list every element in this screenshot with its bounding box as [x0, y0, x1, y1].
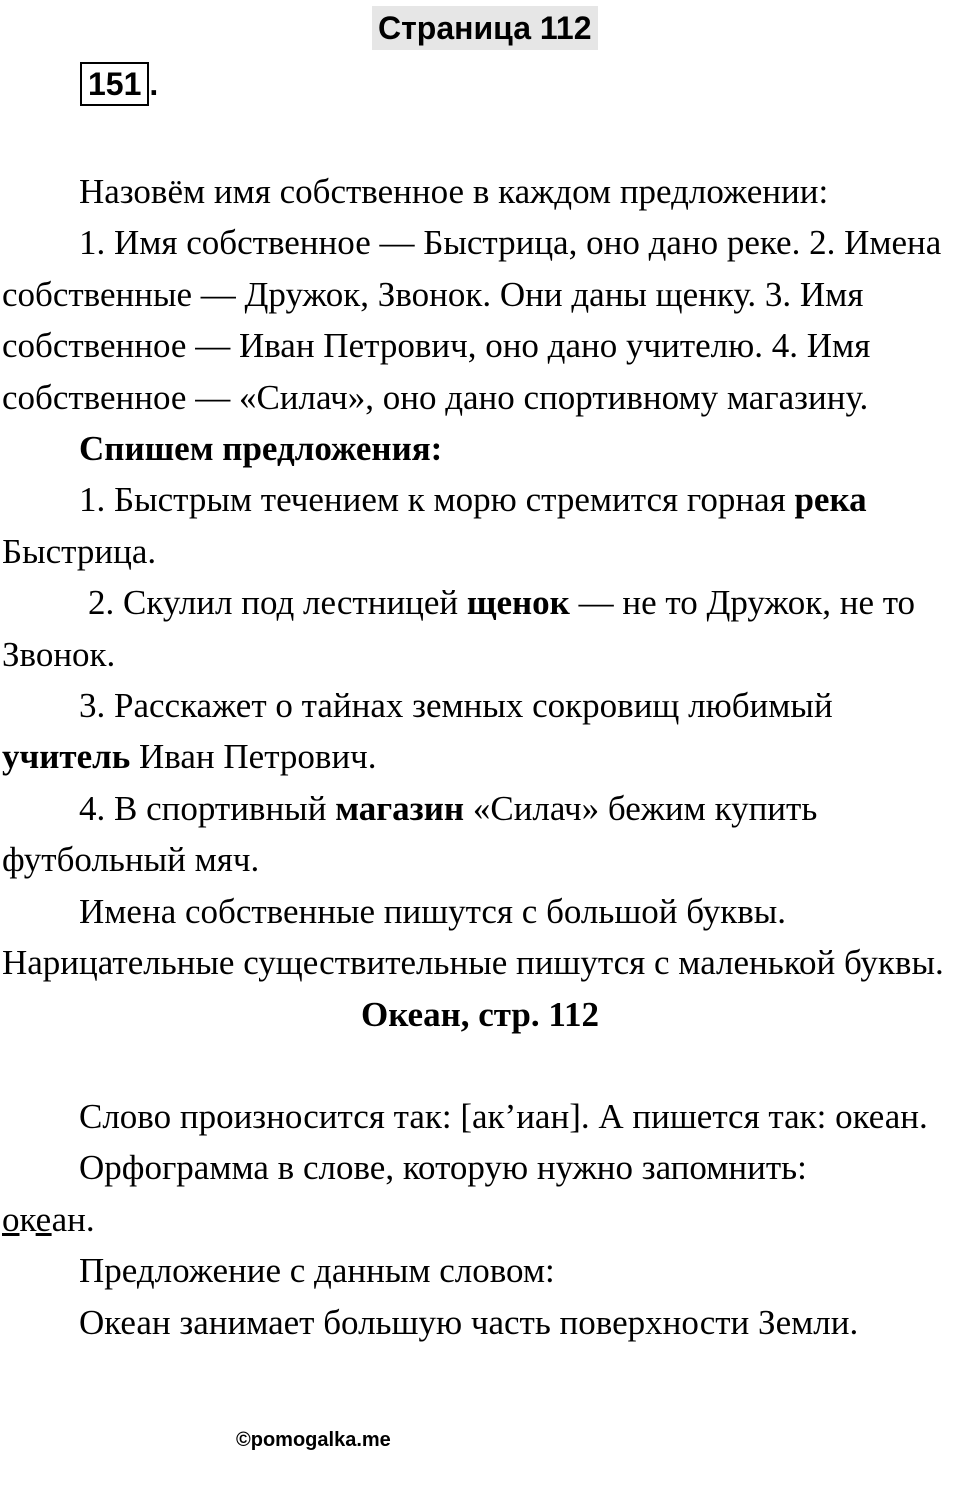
orthogram-underlined-1: о: [2, 1199, 20, 1239]
watermark: ©pomogalka.me: [236, 1429, 391, 1451]
sentence-2: [2, 577, 958, 680]
sentence-1: [2, 474, 958, 577]
section-title-copy: [2, 423, 958, 474]
spacer: [2, 1040, 958, 1091]
sentence-2-post: — не то Дружок, не то Звонок.: [2, 583, 916, 674]
task-number-suffix: .: [149, 66, 159, 102]
sentence-4-post: «Силач» бежим купить футбольный мяч.: [2, 788, 818, 880]
sentence-1-post: Быстрица.: [2, 531, 157, 571]
page-title: Страница 112: [372, 6, 598, 50]
sentence-4-bold: магазин: [335, 788, 465, 828]
rule-common-nouns: Нарицательные существительные пишутся с маленькой буквы.: [2, 943, 944, 983]
example-sentence: Океан занимает большую часть поверхности Земли.: [79, 1302, 859, 1342]
section-title-copy-text: Спишем предложения:: [79, 429, 443, 469]
sentence-2-pre: 2. Скулил под лестницей: [88, 583, 467, 623]
task-number-box: 151: [80, 62, 149, 106]
sentence-3-bold: учитель: [2, 737, 131, 777]
orthogram-mid: к: [19, 1199, 36, 1239]
sentence-1-bold: река: [794, 480, 867, 520]
rule-proper-nouns: Имена собственные пишутся с большой буквы.: [79, 891, 787, 931]
task-number: [80, 62, 158, 106]
section-title-ocean: [2, 989, 958, 1040]
orthogram-rest: ан.: [51, 1199, 95, 1239]
document-body: [2, 166, 958, 1348]
sentence-4: [2, 783, 958, 886]
intro-paragraph: Назовём имя собственное в каждом предложении:: [79, 172, 829, 211]
example-sentence-label: Предложение с данным словом:: [79, 1251, 555, 1291]
sentence-3: [2, 680, 958, 783]
pronunciation-paragraph: Слово произносится так: [ак’иан]. А пишется так: океан.: [79, 1096, 928, 1136]
orthogram-label: Орфограмма в слове, которую нужно запомнить:: [79, 1148, 807, 1188]
sentence-2-bold: щенок: [466, 583, 570, 623]
answers-paragraph: 1. Имя собственное — Быстрица, оно дано реке. 2. Имена собственные — Дружок, Звонок. Они даны щенку. 3. Имя собственное — Иван Петрович, оно дано учителю. 4. Имя собственное — «Силач», оно дано спортивному магазину.: [2, 223, 942, 417]
orthogram-word: [2, 1194, 958, 1245]
sentence-1-pre: 1. Быстрым течением к морю стремится горная: [79, 480, 795, 520]
sentence-4-pre: 4. В спортивный: [79, 788, 336, 828]
section-title-ocean-text: Океан, стр. 112: [361, 994, 599, 1034]
orthogram-underlined-2: е: [35, 1199, 52, 1239]
sentence-3-post: Иван Петрович.: [130, 737, 377, 777]
sentence-3-pre: 3. Расскажет о тайнах земных сокровищ любимый: [79, 686, 833, 726]
